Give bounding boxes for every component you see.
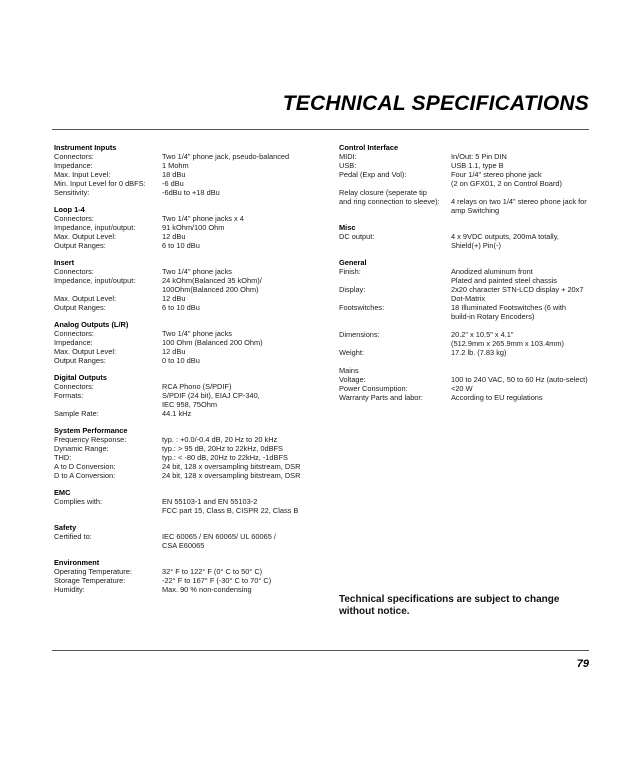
disclaimer-note	[339, 594, 599, 618]
spec-row	[54, 391, 324, 400]
spec-row	[54, 435, 324, 444]
spec-label	[339, 321, 451, 330]
spec-row	[54, 471, 324, 480]
spec-label: Connectors:	[54, 214, 94, 223]
section-title: Loop 1-4	[54, 205, 85, 214]
spec-row	[54, 497, 324, 506]
spec-value: According to EU regulations	[451, 393, 543, 402]
section-title: EMC	[54, 488, 71, 497]
spec-value: typ.: > 95 dB, 20Hz to 22kHz, 0dBFS	[162, 444, 283, 453]
section-title: Misc	[339, 223, 356, 232]
spec-section	[54, 143, 324, 197]
spec-label	[54, 541, 162, 550]
spec-row	[54, 338, 324, 347]
spec-row	[339, 232, 594, 241]
spec-label	[54, 285, 162, 294]
spec-value: 0 to 10 dBu	[162, 356, 200, 365]
spec-row	[339, 152, 594, 161]
spec-section	[54, 426, 324, 480]
spec-row	[339, 348, 594, 357]
spec-value: 2x20 character STN-LCD display + 20x7	[451, 285, 584, 294]
spec-label: Complies with:	[54, 497, 103, 506]
spec-value: 24 bit, 128 x oversampling bitstream, DSR	[162, 471, 301, 480]
spec-row	[339, 276, 594, 285]
spec-row	[339, 206, 594, 215]
spec-label: USB:	[339, 161, 357, 170]
spec-label: Dynamic Range:	[54, 444, 109, 453]
spec-label: Impedance, input/output:	[54, 276, 136, 285]
right-spec-column	[339, 143, 594, 410]
spec-label: Pedal (Exp and Vol):	[339, 170, 407, 179]
spec-value: 12 dBu	[162, 347, 186, 356]
spec-value: Plated and painted steel chassis	[451, 276, 558, 285]
spec-label	[339, 357, 451, 366]
spec-row	[54, 285, 324, 294]
spec-label: Impedance, input/output:	[54, 223, 136, 232]
spec-value: Two 1/4" phone jacks	[162, 329, 233, 338]
spec-label: Max. Input Level:	[54, 170, 111, 179]
spec-row	[339, 384, 594, 393]
section-title: Safety	[54, 523, 77, 532]
left-spec-column	[54, 143, 324, 602]
spec-row	[339, 393, 594, 402]
spec-label: Dimensions:	[339, 330, 380, 339]
spec-value: 100 to 240 VAC, 50 to 60 Hz (auto-select)	[451, 375, 588, 384]
spec-value: 6 to 10 dBu	[162, 241, 200, 250]
spec-row	[339, 294, 594, 303]
spec-label: Mains	[339, 366, 359, 375]
spec-row	[54, 567, 324, 576]
spec-value: 20.2" x 10.5" x 4.1"	[451, 330, 514, 339]
spec-row	[54, 232, 324, 241]
spec-section	[54, 373, 324, 418]
spec-value: 32° F to 122° F (0° C to 50° C)	[162, 567, 263, 576]
spec-label: Impedance:	[54, 161, 93, 170]
section-title: Analog Outputs (L/R)	[54, 320, 129, 329]
spec-value: 12 dBu	[162, 232, 186, 241]
spec-value: S/PDIF (24 bit), EIAJ CP-340,	[162, 391, 260, 400]
spec-section	[339, 143, 594, 215]
spec-label: Sample Rate:	[54, 409, 99, 418]
spec-value: typ.: < -80 dB, 20Hz to 22kHz, -1dBFS	[162, 453, 288, 462]
spec-value: 100 Ohm (Balanced 200 Ohm)	[162, 338, 263, 347]
spec-row	[339, 366, 594, 375]
spec-label	[54, 400, 162, 409]
spec-label: Power Consumption:	[339, 384, 408, 393]
spec-section	[54, 488, 324, 515]
spec-value: USB 1.1, type B	[451, 161, 504, 170]
spec-value: Two 1/4" phone jack, pseudo-balanced	[162, 152, 290, 161]
spec-value: -22° F to 167° F (-30° C to 70° C)	[162, 576, 272, 585]
spec-value: 12 dBu	[162, 294, 186, 303]
spec-value	[451, 321, 594, 330]
spec-label: and ring connection to sleeve):	[339, 197, 440, 206]
spec-label	[339, 312, 451, 321]
spec-row	[54, 241, 324, 250]
spec-value: typ. : +0.0/-0.4 dB, 20 Hz to 20 kHz	[162, 435, 278, 444]
spec-row	[54, 382, 324, 391]
spec-value: 4 x 9VDC outputs, 200mA totally,	[451, 232, 559, 241]
spec-label: Max. Output Level:	[54, 294, 117, 303]
spec-label	[339, 276, 451, 285]
spec-value: amp Switching	[451, 206, 500, 215]
spec-value: Dot-Matrix	[451, 294, 486, 303]
disclaimer-line-2: without notice.	[339, 606, 410, 617]
spec-value: 1 Mohm	[162, 161, 189, 170]
top-divider	[52, 129, 589, 130]
spec-row	[339, 241, 594, 250]
spec-label: Connectors:	[54, 329, 94, 338]
spec-value: 4 relays on two 1/4" stereo phone jack for	[451, 197, 587, 206]
spec-row	[54, 276, 324, 285]
spec-value: 24 bit, 128 x oversampling bitstream, DSR	[162, 462, 301, 471]
spec-row	[54, 453, 324, 462]
spec-label: THD:	[54, 453, 72, 462]
spec-row	[54, 506, 324, 515]
spec-row	[54, 303, 324, 312]
spec-value: 91 kOhm/100 Ohm	[162, 223, 225, 232]
spec-section	[54, 523, 324, 550]
spec-row	[54, 329, 324, 338]
spec-row	[339, 170, 594, 179]
spec-value: 100Ohm(Balanced 200 Ohm)	[162, 285, 259, 294]
spec-value: RCA Phono (S/PDIF)	[162, 382, 232, 391]
spec-label: Relay closure (seperate tip	[339, 188, 427, 197]
spec-row	[339, 339, 594, 348]
spec-row	[54, 356, 324, 365]
spec-value: Two 1/4" phone jacks	[162, 267, 233, 276]
spec-section	[54, 205, 324, 250]
spec-label	[339, 206, 451, 215]
spec-row	[54, 161, 324, 170]
spec-value: build-in Rotary Encoders)	[451, 312, 535, 321]
spec-label: Output Ranges:	[54, 356, 106, 365]
spec-label	[339, 294, 451, 303]
spec-label: Operating Temperature:	[54, 567, 132, 576]
spec-value: <20 W	[451, 384, 473, 393]
spec-section	[339, 223, 594, 250]
spec-label: Min. Input Level for 0 dBFS:	[54, 179, 146, 188]
spec-label: Connectors:	[54, 382, 94, 391]
spec-value: 6 to 10 dBu	[162, 303, 200, 312]
spec-row	[54, 223, 324, 232]
spec-row	[54, 267, 324, 276]
spec-section	[339, 258, 594, 402]
spec-value: -6dBu to +18 dBu	[162, 188, 220, 197]
spec-label: Certified to:	[54, 532, 92, 541]
spec-label: MIDI:	[339, 152, 357, 161]
spec-label: Sensitivity:	[54, 188, 90, 197]
spec-section	[54, 320, 324, 365]
section-title: System Performance	[54, 426, 128, 435]
spec-label: Output Ranges:	[54, 241, 106, 250]
spec-value: 18 Illuminated Footswitches (6 with	[451, 303, 567, 312]
spec-label: Humidity:	[54, 585, 85, 594]
spec-row	[54, 444, 324, 453]
section-title: Control Interface	[339, 143, 399, 152]
spec-row	[54, 152, 324, 161]
spec-section	[54, 558, 324, 594]
section-title: Environment	[54, 558, 100, 567]
bottom-divider	[52, 650, 589, 651]
spec-row	[339, 197, 594, 206]
spec-label: Finish:	[339, 267, 361, 276]
spec-value: (2 on GFX01, 2 on Control Board)	[451, 179, 562, 188]
spec-label: Max. Output Level:	[54, 232, 117, 241]
spec-value	[451, 357, 594, 366]
spec-row	[339, 161, 594, 170]
spec-value: Two 1/4" phone jacks x 4	[162, 214, 244, 223]
spec-label: Max. Output Level:	[54, 347, 117, 356]
spec-value: IEC 958, 75Ohm	[162, 400, 218, 409]
page-title: TECHNICAL SPECIFICATIONS	[282, 92, 589, 115]
spec-value: (512.9mm x 265.9mm x 103.4mm)	[451, 339, 564, 348]
section-title: General	[339, 258, 367, 267]
spec-value: Anodized aluminum front	[451, 267, 533, 276]
spec-row	[54, 214, 324, 223]
spec-value: Max. 90 % non-condensing	[162, 585, 252, 594]
spec-value	[451, 188, 594, 197]
spec-value: Shield(+) Pin(-)	[451, 241, 501, 250]
spec-row	[54, 462, 324, 471]
spec-label: Storage Temperature:	[54, 576, 126, 585]
spec-value: 24 kOhm(Balanced 35 kOhm)/	[162, 276, 262, 285]
spec-row	[54, 188, 324, 197]
spec-row	[54, 294, 324, 303]
spec-row	[339, 357, 594, 366]
spec-row	[54, 585, 324, 594]
spec-row	[339, 330, 594, 339]
spec-label: Voltage:	[339, 375, 366, 384]
spec-row	[54, 532, 324, 541]
spec-row	[339, 375, 594, 384]
spec-label	[54, 506, 162, 515]
spec-label: DC output:	[339, 232, 375, 241]
spec-row	[339, 321, 594, 330]
section-title: Instrument Inputs	[54, 143, 117, 152]
spec-value: 18 dBu	[162, 170, 186, 179]
spec-label: Output Ranges:	[54, 303, 106, 312]
spec-row	[339, 303, 594, 312]
spec-value	[451, 366, 594, 375]
spec-value: FCC part 15, Class B, CISPR 22, Class B	[162, 506, 299, 515]
spec-label	[339, 179, 451, 188]
spec-value: CSA E60065	[162, 541, 205, 550]
spec-row	[339, 312, 594, 321]
disclaimer-line-1: Technical specifications are subject to change	[339, 594, 560, 605]
spec-row	[339, 188, 594, 197]
spec-label: Impedance:	[54, 338, 93, 347]
spec-row	[54, 400, 324, 409]
spec-row	[339, 285, 594, 294]
spec-row	[54, 170, 324, 179]
spec-row	[54, 541, 324, 550]
spec-value: -6 dBu	[162, 179, 184, 188]
spec-label: Frequency Response:	[54, 435, 127, 444]
spec-value: Four 1/4" stereo phone jack	[451, 170, 542, 179]
spec-label: A to D Conversion:	[54, 462, 116, 471]
spec-label: Footswitches:	[339, 303, 385, 312]
spec-value: EN 55103-1 and EN 55103-2	[162, 497, 258, 506]
page-number: 79	[576, 658, 589, 670]
spec-value: IEC 60065 / EN 60065/ UL 60065 /	[162, 532, 276, 541]
spec-row	[54, 409, 324, 418]
spec-label: Display:	[339, 285, 366, 294]
spec-label	[339, 241, 451, 250]
section-title: Insert	[54, 258, 75, 267]
spec-row	[339, 267, 594, 276]
spec-label: Connectors:	[54, 152, 94, 161]
spec-label: D to A Conversion:	[54, 471, 116, 480]
spec-row	[54, 179, 324, 188]
section-title: Digital Outputs	[54, 373, 107, 382]
spec-value: 17.2 lb. (7.83 kg)	[451, 348, 507, 357]
spec-label	[339, 339, 451, 348]
spec-label: Connectors:	[54, 267, 94, 276]
spec-label: Weight:	[339, 348, 364, 357]
spec-row	[54, 347, 324, 356]
spec-label: Formats:	[54, 391, 84, 400]
spec-value: 44.1 kHz	[162, 409, 192, 418]
spec-value: In/Out: 5 Pin DIN	[451, 152, 507, 161]
spec-label: Warranty Parts and labor:	[339, 393, 423, 402]
spec-row	[54, 576, 324, 585]
spec-section	[54, 258, 324, 312]
spec-row	[339, 179, 594, 188]
